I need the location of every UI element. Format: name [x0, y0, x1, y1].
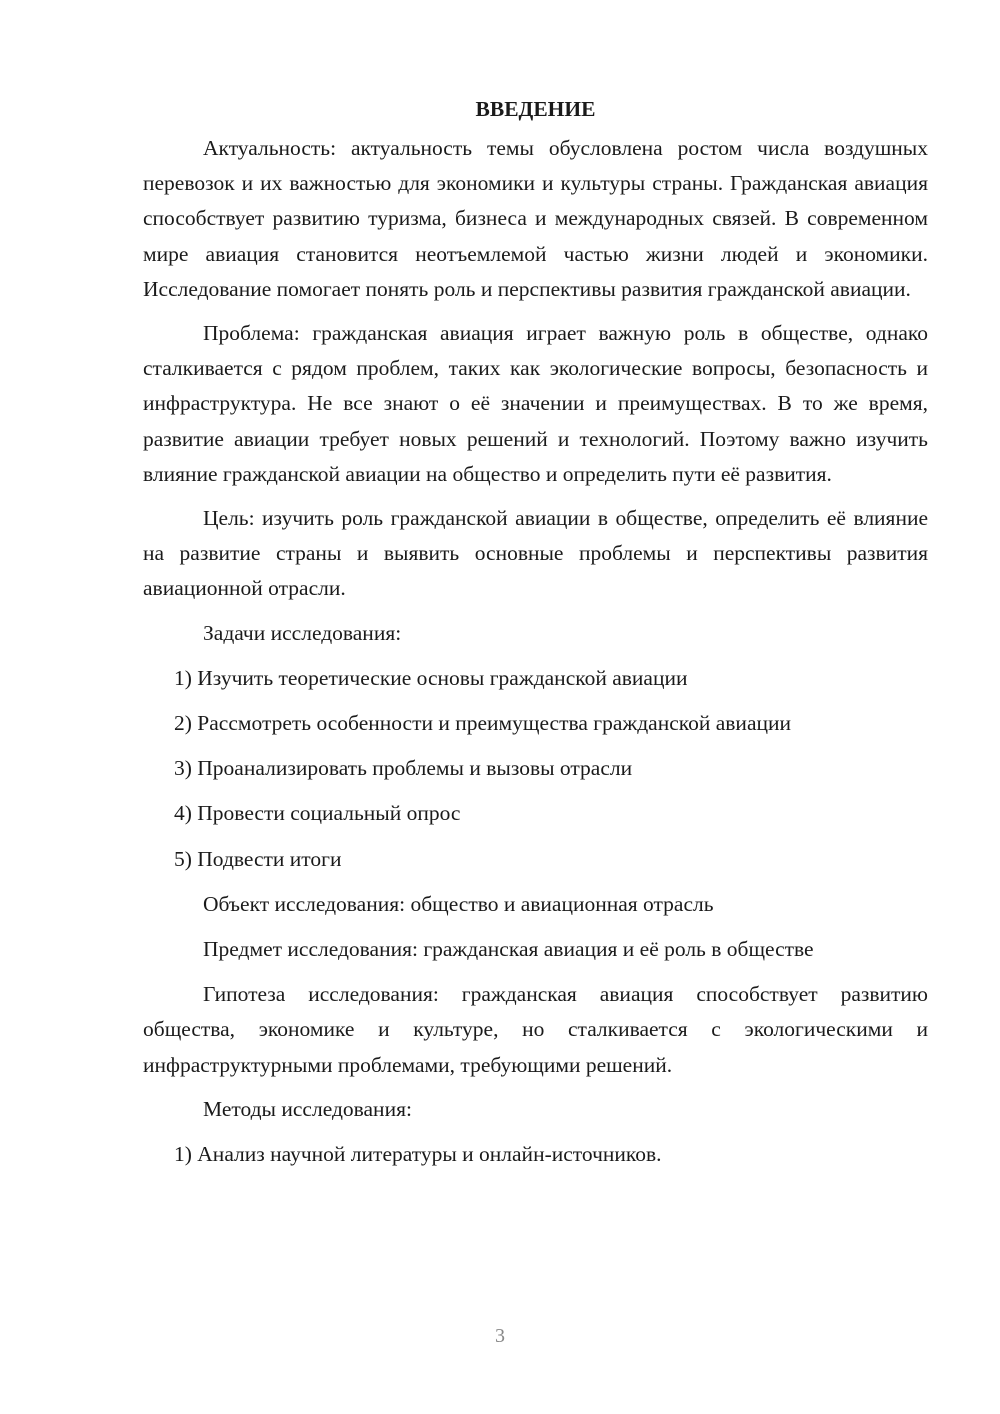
tasks-heading: Задачи исследования: — [203, 620, 402, 645]
task-item: 5) Подвести итоги — [174, 846, 342, 871]
task-item: 4) Провести социальный опрос — [174, 801, 461, 826]
goal-paragraph: Цель: изучить роль гражданской авиации в обществе, определить её влияние на развитие страны и выявить основные проблемы и перспективы развития авиационной отрасли. — [143, 506, 928, 601]
section-title: ВВЕДЕНИЕ — [475, 97, 596, 121]
relevance-paragraph: Актуальность: актуальность темы обусловлена ростом числа воздушных перевозок и их важностью для экономики и культуры страны. Гражданская авиация способствует развитию туризма, бизнеса и международных связей. В современном мире авиация становится неотъемлемой частью жизни людей и экономики. Исследование помогает понять роль и перспективы развития гражданской авиации. — [143, 136, 928, 301]
document-page — [143, 92, 928, 1182]
methods-heading: Методы исследования: — [203, 1096, 412, 1121]
task-item: 2) Рассмотреть особенности и преимущества гражданской авиации — [174, 711, 792, 736]
object-line: Объект исследования: общество и авиационная отрасль — [203, 891, 714, 916]
hypothesis-paragraph: Гипотеза исследования: гражданская авиация способствует развитию общества, экономике и культуре, но сталкивается с экологическими и инфраструктурными проблемами, требующими решений. — [143, 982, 928, 1077]
problem-paragraph: Проблема: гражданская авиация играет важную роль в обществе, однако сталкивается с рядом проблем, таких как экологические вопросы, безопасность и инфраструктура. Не все знают о её значении и преимуществах. В то же время, развитие авиации требует новых решений и технологий. Поэтому важно изучить влияние гражданской авиации на общество и определить пути её развития. — [143, 321, 928, 486]
method-item: 1) Анализ научной литературы и онлайн-источников. — [174, 1142, 662, 1167]
subject-line: Предмет исследования: гражданская авиация и её роль в обществе — [203, 937, 814, 962]
task-item: 3) Проанализировать проблемы и вызовы отрасли — [174, 756, 633, 781]
task-item: 1) Изучить теоретические основы гражданской авиации — [174, 665, 688, 690]
page-number: 3 — [495, 1325, 505, 1347]
